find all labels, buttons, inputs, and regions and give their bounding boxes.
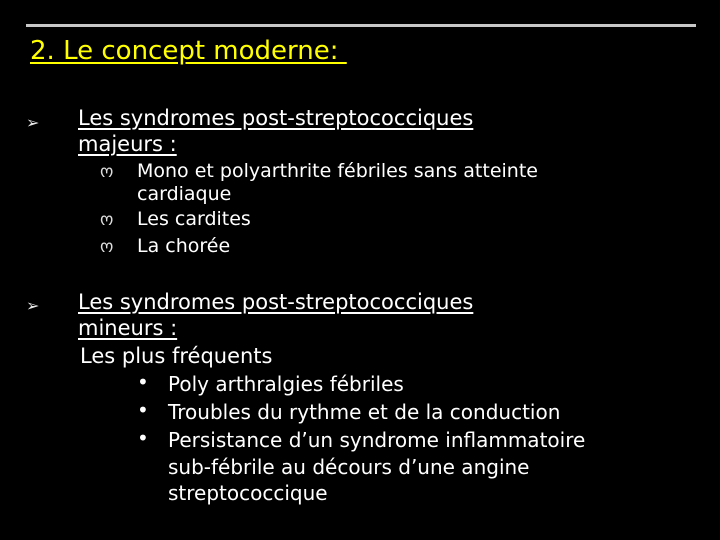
list-item: La chorée bbox=[137, 235, 231, 257]
section-heading-major-line2: majeurs : bbox=[78, 132, 177, 156]
list-item: Troubles du rythme et de la conduction bbox=[168, 400, 561, 424]
list-item: Persistance d’un syndrome inflammatoire bbox=[168, 428, 586, 452]
section-heading-minor-line2: mineurs : bbox=[78, 316, 178, 340]
section-subheading: Les plus fréquents bbox=[80, 344, 273, 368]
arrowhead-bullet-icon: ➢ bbox=[26, 296, 40, 315]
section-heading-minor-line1: Les syndromes post-streptococciques bbox=[78, 290, 474, 314]
dot-bullet-icon: • bbox=[137, 370, 149, 394]
curl-bullet-icon: ო bbox=[100, 237, 114, 257]
arrowhead-bullet-icon: ➢ bbox=[26, 113, 40, 132]
list-item-continuation: cardiaque bbox=[137, 183, 232, 205]
list-item-continuation: streptococcique bbox=[168, 481, 328, 505]
curl-bullet-icon: ო bbox=[100, 210, 114, 230]
section-heading-major-line1: Les syndromes post-streptococciques bbox=[78, 106, 474, 130]
list-item: Mono et polyarthrite fébriles sans atteinte bbox=[137, 160, 538, 182]
list-item: Poly arthralgies fébriles bbox=[168, 372, 404, 396]
dot-bullet-icon: • bbox=[137, 398, 149, 422]
curl-bullet-icon: ო bbox=[100, 162, 114, 182]
list-item: Les cardites bbox=[137, 208, 251, 230]
dot-bullet-icon: • bbox=[137, 426, 149, 450]
slide-title: 2. Le concept moderne: bbox=[30, 36, 347, 66]
list-item-continuation: sub-fébrile au décours d’une angine bbox=[168, 455, 530, 479]
